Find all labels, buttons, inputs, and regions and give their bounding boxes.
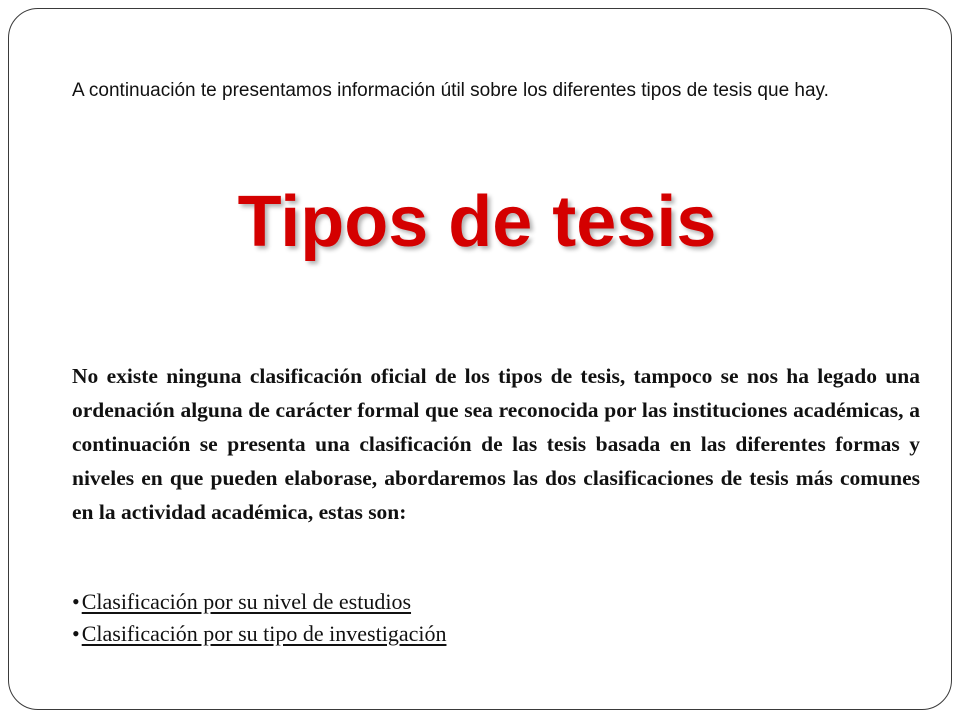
- link-tipo-investigacion[interactable]: Clasificación por su tipo de investigación: [81, 621, 447, 646]
- list-item: [72, 586, 446, 618]
- slide-frame: [8, 8, 952, 710]
- page-title: Tipos de tesis: [237, 182, 717, 262]
- bullet-icon: •: [72, 589, 80, 614]
- intro-text: A continuación te presentamos información útil sobre los diferentes tipos de tesis que hay.: [72, 80, 829, 101]
- bullet-icon: •: [72, 621, 80, 646]
- classification-list: [72, 586, 446, 650]
- body-paragraph: No existe ninguna clasificación oficial de los tipos de tesis, tampoco se nos ha legado una ordenación alguna de carácter formal que sea reconocida por las instituciones académicas, a continuación se presenta una clasificación de las tesis basada en las diferentes formas y niveles en que pueden elaborase, abordaremos las dos clasificaciones de tesis más comunes en la actividad académica, estas son:: [72, 364, 920, 524]
- link-nivel-estudios[interactable]: Clasificación por su nivel de estudios: [81, 589, 412, 614]
- list-item: [72, 618, 446, 650]
